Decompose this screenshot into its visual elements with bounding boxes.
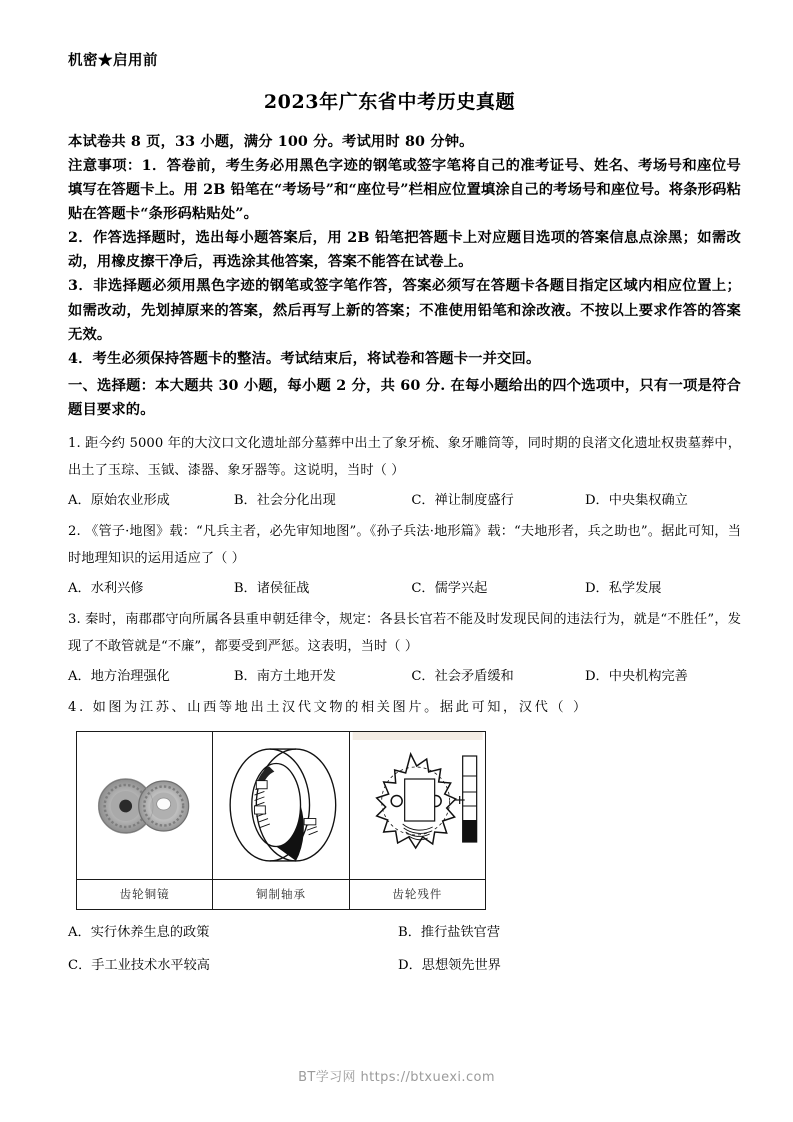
gear-bronze-mirror-photo bbox=[77, 732, 212, 878]
question-4-options-row-2 bbox=[68, 949, 741, 982]
question-2-option-d[interactable]: D．私学发展 bbox=[584, 581, 662, 597]
question-3-option-b[interactable]: B．南方土地开发 bbox=[233, 668, 336, 684]
section-heading-multiple-choice: 一、选择题：本大题共 30 小题，每小题 2 分，共 60 分. 在每小题给出的四个选项中，只有一项是符合题目要求的。 bbox=[68, 377, 741, 418]
instruction-item-3: 3．非选择题必须用黑色字迹的钢笔或签字笔作答，答案必须写在答题卡各题目指定区域内相应位置上；如需改动，先划掉原来的答案，然后再写上新的答案；不准使用铅笔和涂改液。不按以上要求作答的答案无效。 bbox=[68, 278, 741, 343]
question-4-figure-table bbox=[76, 731, 486, 910]
artifact-caption-2: 铜制轴承 bbox=[213, 879, 349, 909]
bronze-bearing-drawing bbox=[213, 732, 348, 878]
site-watermark: BT学习网 https://btxuexi.com bbox=[298, 1070, 495, 1085]
artifact-caption-row bbox=[77, 879, 486, 909]
question-3-stem: 3. 秦时，南郡郡守向所属各县重申朝廷律令，规定：各县长官若不能及时发现民间的违法行为，就是“不胜任”，发现了不敢管就是“不廉”，都要受到严惩。这表明，当时（ ） bbox=[68, 611, 741, 654]
artifact-image-cell-2 bbox=[213, 731, 349, 879]
artifact-caption-3: 齿轮残件 bbox=[349, 879, 485, 909]
instruction-item-4: 4．考生必须保持答题卡的整洁。考试结束后，将试卷和答题卡一并交回。 bbox=[68, 350, 541, 367]
artifact-image-cell-1 bbox=[77, 731, 213, 879]
question-3-options bbox=[68, 662, 741, 692]
question-1-options bbox=[68, 486, 741, 516]
question-2-stem: 2. 《管子·地图》载：“凡兵主者，必先审知地图”。《孙子兵法·地形篇》载：“夫地形者，兵之助也”。据此可知，当时地理知识的运用适应了（ ） bbox=[68, 523, 741, 567]
question-2-option-c[interactable]: C．儒学兴起 bbox=[411, 581, 488, 597]
gear-fragment-drawing bbox=[350, 732, 485, 878]
question-1-stem: 1. 距今约 5000 年的大汶口文化遗址部分墓葬中出土了象牙梳、象牙雕筒等，同时期的良渚文化遗址权贵墓葬中，出土了玉琮、玉钺、漆器、象牙器等。这说明，当时（ ） bbox=[68, 436, 741, 479]
question-2-option-b[interactable]: B．诸侯征战 bbox=[233, 581, 310, 597]
artifact-caption-1: 齿轮铜镜 bbox=[77, 879, 213, 909]
question-4-option-a[interactable]: A．实行休养生息的政策 bbox=[68, 924, 210, 940]
question-1-option-c[interactable]: C．禅让制度盛行 bbox=[411, 493, 514, 509]
question-4-option-c[interactable]: C．手工业技术水平较高 bbox=[68, 957, 210, 973]
question-2-option-a[interactable]: A．水利兴修 bbox=[68, 581, 144, 597]
question-2-options bbox=[68, 574, 741, 604]
exam-instructions-block bbox=[68, 130, 741, 370]
question-4-stem: 4. 如图为江苏、山西等地出土汉代文物的相关图片。据此可知，汉代（ ） bbox=[68, 699, 589, 715]
question-3-option-c[interactable]: C．社会矛盾缓和 bbox=[411, 668, 514, 684]
question-4-option-d[interactable]: D．思想领先世界 bbox=[398, 957, 501, 973]
question-1-option-a[interactable]: A．原始农业形成 bbox=[68, 493, 170, 509]
question-4-options bbox=[68, 916, 741, 982]
instruction-item-2: 2．作答选择题时，选出每小题答案后，用 2B 铅笔把答题卡上对应题目选项的答案信息点涂黑；如需改动，用橡皮擦干净后，再选涂其他答案，答案不能答在试卷上。 bbox=[68, 230, 741, 271]
page-title: 2023年广东省中考历史真题 bbox=[263, 91, 516, 114]
question-1-option-d[interactable]: D．中央集权确立 bbox=[584, 493, 688, 509]
question-3-option-a[interactable]: A．地方治理强化 bbox=[68, 668, 170, 684]
confidential-notice: 机密★启用前 bbox=[68, 52, 158, 69]
question-1-option-b[interactable]: B．社会分化出现 bbox=[233, 493, 336, 509]
exam-info-line: 本试卷共 8 页，33 小题，满分 100 分。考试用时 80 分钟。 bbox=[68, 134, 474, 151]
question-3-option-d[interactable]: D．中央机构完善 bbox=[584, 668, 688, 684]
artifact-image-cell-3 bbox=[349, 731, 485, 879]
artifact-image-row bbox=[77, 731, 486, 879]
instruction-item-1: 注意事项：1．答卷前，考生务必用黑色字迹的钢笔或签字笔将自己的准考证号、姓名、考场号和座位号填写在答题卡上。用 2B 铅笔在“考场号”和“座位号”栏相应位置填涂自己的考场号和座位号。将条形码粘贴在答题卡“条形码粘贴处”。 bbox=[68, 158, 741, 223]
question-4-options-row-1 bbox=[68, 916, 741, 949]
question-4-option-b[interactable]: B．推行盐铁官营 bbox=[398, 924, 501, 940]
